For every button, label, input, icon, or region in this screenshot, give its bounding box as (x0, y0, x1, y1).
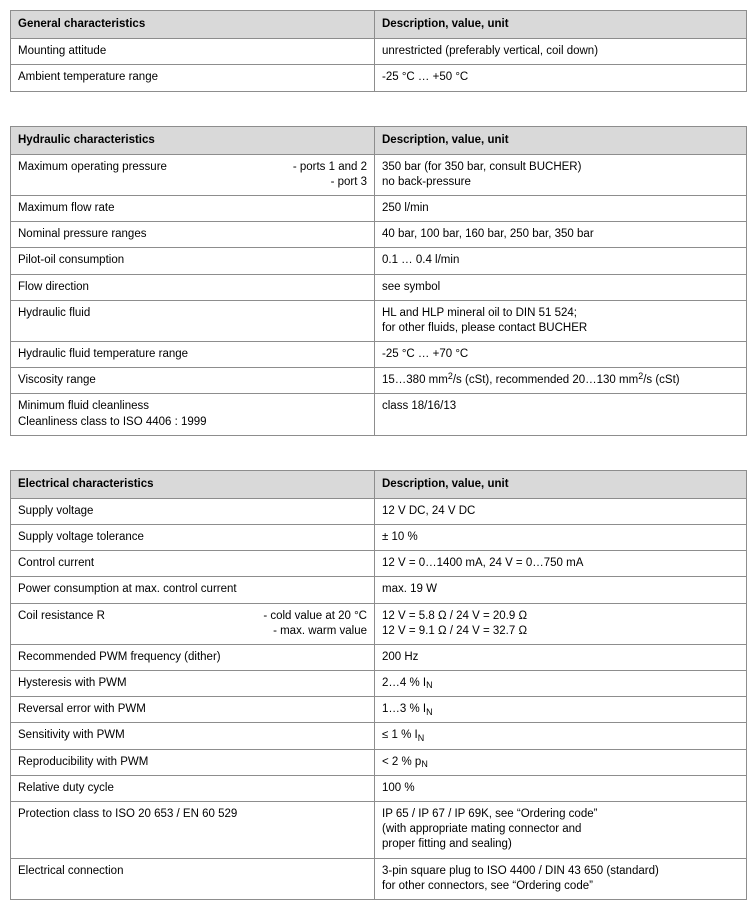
table-header-row (11, 11, 747, 39)
table-row (11, 368, 747, 394)
row-label: Reproducibility with PWM (11, 749, 375, 775)
row-value: ≤ 1 % $I_N$ (375, 723, 747, 749)
table-row (11, 644, 747, 670)
row-label-qualifier-2: - port 3 (330, 175, 367, 188)
row-label: Recommended PWM frequency (dither) (11, 644, 375, 670)
table-hydraulic-characteristics (10, 126, 747, 436)
table-row (11, 274, 747, 300)
row-value (375, 577, 747, 603)
row-value: < 2 % $p_N$ (375, 749, 747, 775)
row-label: Pilot-oil consumption (11, 248, 375, 274)
table-row (11, 858, 747, 899)
row-value (375, 222, 747, 248)
value-line: 100 % (382, 781, 415, 794)
value-line: class 18/16/13 (382, 400, 457, 413)
value-line: ± 10 % (382, 531, 418, 544)
row-value (375, 248, 747, 274)
table-row (11, 577, 747, 603)
value-line: 200 Hz (382, 650, 419, 663)
row-label (11, 394, 375, 435)
row-label: Power consumption at max. control current (11, 577, 375, 603)
value-line: IP 65 / IP 67 / IP 69K, see “Ordering code” (382, 807, 598, 820)
table-row (11, 498, 747, 524)
value-line: no back-pressure (382, 175, 471, 188)
row-label: Supply voltage tolerance (11, 525, 375, 551)
row-label: Hydraulic fluid (11, 300, 375, 341)
table-row (11, 65, 747, 91)
row-value (375, 858, 747, 899)
table-row (11, 775, 747, 801)
row-label-text-2: Cleanliness class to ISO 4406 : 1999 (18, 415, 207, 428)
value-line: 12 V = 9.1 Ω / 24 V = 32.7 Ω (382, 624, 528, 637)
column-header-description: Description, value, unit (375, 470, 747, 498)
row-label-text: Maximum operating pressure (18, 160, 167, 173)
value-line: see symbol (382, 280, 441, 293)
table-row (11, 525, 747, 551)
row-label: Hysteresis with PWM (11, 671, 375, 697)
table-header-row (11, 126, 747, 154)
table-row (11, 342, 747, 368)
row-label: Relative duty cycle (11, 775, 375, 801)
table-electrical-characteristics (10, 470, 747, 900)
row-value (375, 394, 747, 435)
row-label: Ambient temperature range (11, 65, 375, 91)
row-label-text: Minimum fluid cleanliness (18, 400, 150, 413)
table-row (11, 154, 747, 195)
row-label: Viscosity range (11, 368, 375, 394)
table-general-characteristics (10, 10, 747, 92)
row-value (375, 525, 747, 551)
column-header-characteristic: Hydraulic characteristics (11, 126, 375, 154)
row-value (375, 300, 747, 341)
row-label: Electrical connection (11, 858, 375, 899)
column-header-characteristic: General characteristics (11, 11, 375, 39)
column-header-description: Description, value, unit (375, 11, 747, 39)
row-value (375, 196, 747, 222)
table-row (11, 39, 747, 65)
value-line: -25 °C … +70 °C (382, 348, 469, 361)
value-line: HL and HLP mineral oil to DIN 51 524; (382, 306, 577, 319)
table-row (11, 697, 747, 723)
row-value (375, 342, 747, 368)
row-value (375, 551, 747, 577)
row-label: Reversal error with PWM (11, 697, 375, 723)
value-line: 12 V DC, 24 V DC (382, 504, 476, 517)
value-line: unrestricted (preferably vertical, coil down) (382, 45, 599, 58)
table-row (11, 801, 747, 858)
table-row (11, 248, 747, 274)
table-row (11, 196, 747, 222)
value-line: 0.1 … 0.4 l/min (382, 254, 460, 267)
value-line: for other fluids, please contact BUCHER (382, 321, 588, 334)
value-line: for other connectors, see “Ordering code” (382, 879, 593, 892)
table-row (11, 723, 747, 749)
row-label: Supply voltage (11, 498, 375, 524)
section-gap (10, 92, 746, 126)
table-row (11, 551, 747, 577)
row-value: 15…380 $mm^2/s$ (cSt), recommended 20…130 $mm^2/s$ (cSt) (375, 368, 747, 394)
row-label: Maximum flow rate (11, 196, 375, 222)
row-label: Nominal pressure ranges (11, 222, 375, 248)
column-header-description: Description, value, unit (375, 126, 747, 154)
table-row (11, 749, 747, 775)
row-value (375, 801, 747, 858)
row-value (375, 775, 747, 801)
value-line: max. 19 W (382, 583, 437, 596)
row-value (375, 498, 747, 524)
value-line: 12 V = 5.8 Ω / 24 V = 20.9 Ω (382, 609, 528, 622)
row-value (375, 65, 747, 91)
value-line: 350 bar (for 350 bar, consult BUCHER) (382, 160, 582, 173)
row-label (11, 154, 375, 195)
column-header-characteristic: Electrical characteristics (11, 470, 375, 498)
value-line: 3-pin square plug to ISO 4400 / DIN 43 650 (standard) (382, 864, 659, 877)
row-label-text: Coil resistance R (18, 609, 105, 622)
row-label (11, 603, 375, 644)
row-label: Flow direction (11, 274, 375, 300)
table-row (11, 300, 747, 341)
table-row (11, 222, 747, 248)
table-header-row (11, 470, 747, 498)
value-line: 250 l/min (382, 202, 429, 215)
row-label-qualifier: - cold value at 20 °C (263, 609, 367, 622)
row-label: Sensitivity with PWM (11, 723, 375, 749)
row-label: Mounting attitude (11, 39, 375, 65)
row-value: 2…4 % $I_N$ (375, 671, 747, 697)
value-line: (with appropriate mating connector and (382, 823, 582, 836)
row-value (375, 274, 747, 300)
row-value (375, 644, 747, 670)
row-value (375, 154, 747, 195)
row-value: 1…3 % $I_N$ (375, 697, 747, 723)
value-line: 40 bar, 100 bar, 160 bar, 250 bar, 350 bar (382, 228, 594, 241)
row-label: Hydraulic fluid temperature range (11, 342, 375, 368)
value-line: 12 V = 0…1400 mA, 24 V = 0…750 mA (382, 557, 584, 570)
value-line: -25 °C … +50 °C (382, 71, 469, 84)
value-line: proper fitting and sealing) (382, 838, 512, 851)
table-row (11, 394, 747, 435)
table-row (11, 671, 747, 697)
row-label-qualifier-2: - max. warm value (273, 624, 367, 637)
row-value (375, 39, 747, 65)
row-label-qualifier: - ports 1 and 2 (292, 160, 367, 173)
row-label: Control current (11, 551, 375, 577)
table-row (11, 603, 747, 644)
section-gap (10, 436, 746, 470)
row-value (375, 603, 747, 644)
row-label: Protection class to ISO 20 653 / EN 60 529 (11, 801, 375, 858)
